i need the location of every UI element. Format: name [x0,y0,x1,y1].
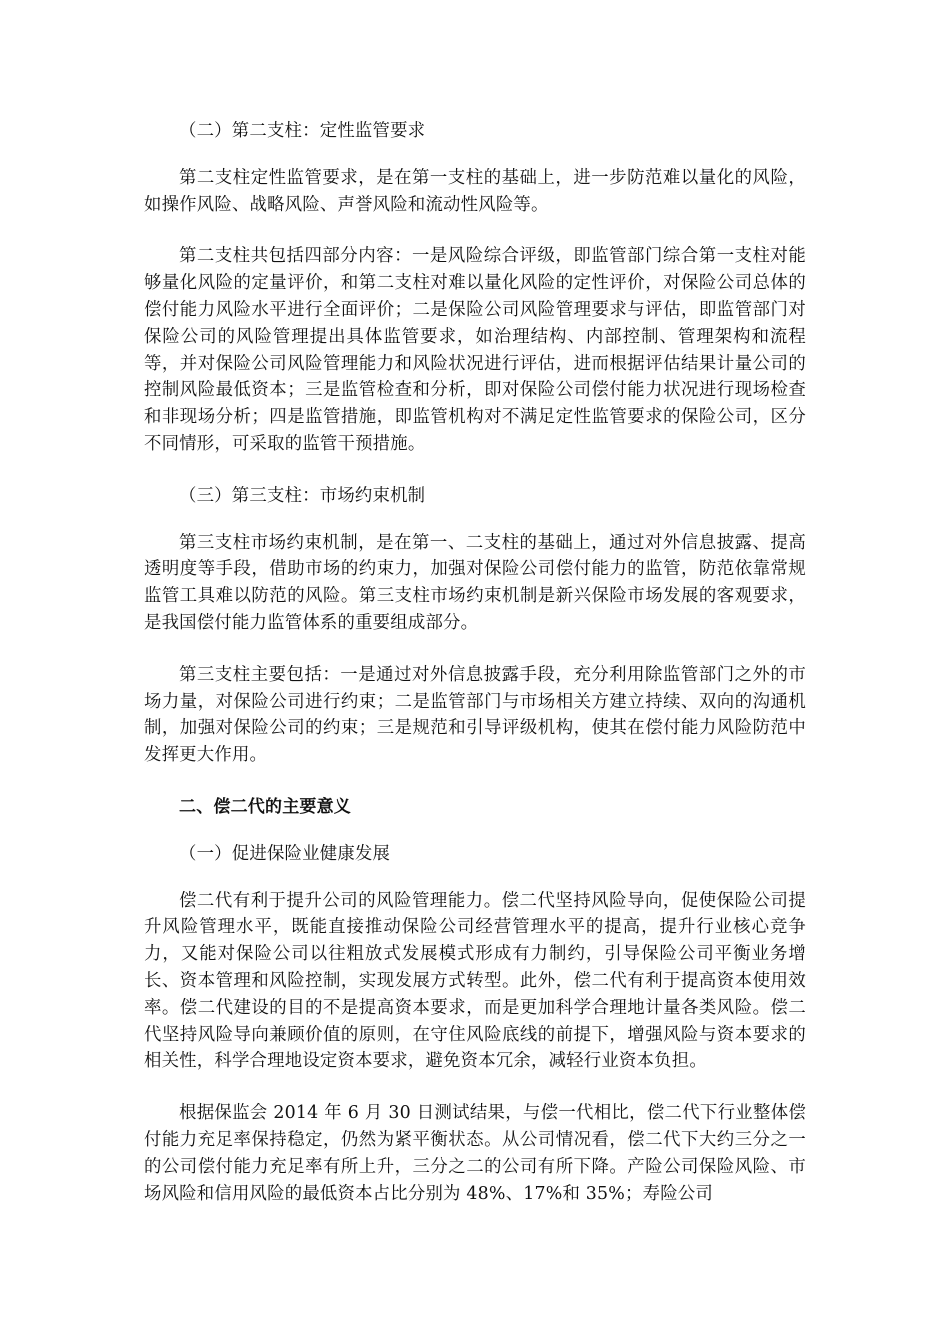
section-heading: 二、偿二代的主要意义 [179,796,351,817]
document-page [144,118,806,1232]
subheading-healthy-development: （一）促进保险业健康发展 [179,843,391,864]
paragraph: 第二支柱共包括四部分内容：一是风险综合评级，即监管部门综合第一支柱对能够量化风险的定量评价，和第二支柱对难以量化风险的定性评价，对保险公司总体的偿付能力风险水平进行全面评价；二是保险公司风险管理要求与评估，即监管部门对保险公司的风险管理提出具体监管要求，如治理结构、内部控制、管理架构和流程等，并对保险公司风险管理能力和风险状况进行评估，进而根据评估结果计量公司的控制风险最低资本；三是监管检查和分析，即对保险公司偿付能力状况进行现场检查和非现场分析；四是监管措施，即监管机构对不满足定性监管要求的保险公司，区分不同情形，可采取的监管干预措施。 [144,246,806,454]
paragraph: 第三支柱主要包括：一是通过对外信息披露手段，充分利用除监管部门之外的市场力量，对保险公司进行约束；二是监管部门与市场相关方建立持续、双向的沟通机制，加强对保险公司的约束；三是规范和引导评级机构，使其在偿付能力风险防范中发挥更大作用。 [144,664,806,766]
paragraph: 偿二代有利于提升公司的风险管理能力。偿二代坚持风险导向，促使保险公司提升风险管理水平，既能直接推动保险公司经营管理水平的提高，提升行业核心竞争力，又能对保险公司以往粗放式发展模式形成有力制约，引导保险公司平衡业务增长、资本管理和风险控制，实现发展方式转型。此外，偿二代有利于提高资本使用效率。偿二代建设的目的不是提高资本要求，而是更加科学合理地计量各类风险。偿二代坚持风险导向兼顾价值的原则，在守住风险底线的前提下，增强风险与资本要求的相关性，科学合理地设定资本要求，避免资本冗余，减轻行业资本负担。 [144,890,806,1072]
paragraph: 第三支柱市场约束机制，是在第一、二支柱的基础上，通过对外信息披露、提高透明度等手段，借助市场的约束力，加强对保险公司偿付能力的监管，防范依靠常规监管工具难以防范的风险。第三支柱市场约束机制是新兴保险市场发展的客观要求，是我国偿付能力监管体系的重要组成部分。 [144,532,806,633]
subheading-pillar-three: （三）第三支柱：市场约束机制 [179,485,426,506]
subheading-pillar-two: （二）第二支柱：定性监管要求 [179,121,426,141]
paragraph: 第二支柱定性监管要求，是在第一支柱的基础上，进一步防范难以量化的风险，如操作风险、战略风险、声誉风险和流动性风险等。 [144,167,806,215]
paragraph: 根据保监会 2014 年 6 月 30 日测试结果，与偿一代相比，偿二代下行业整体偿付能力充足率保持稳定，仍然为紧平衡状态。从公司情况看，偿二代下大约三分之一的公司偿付能力充足率有所上升，三分之二的公司有所下降。产险公司保险风险、市场风险和信用风险的最低资本占比分别为 48%、17%和 35%；寿险公司 [144,1103,806,1204]
